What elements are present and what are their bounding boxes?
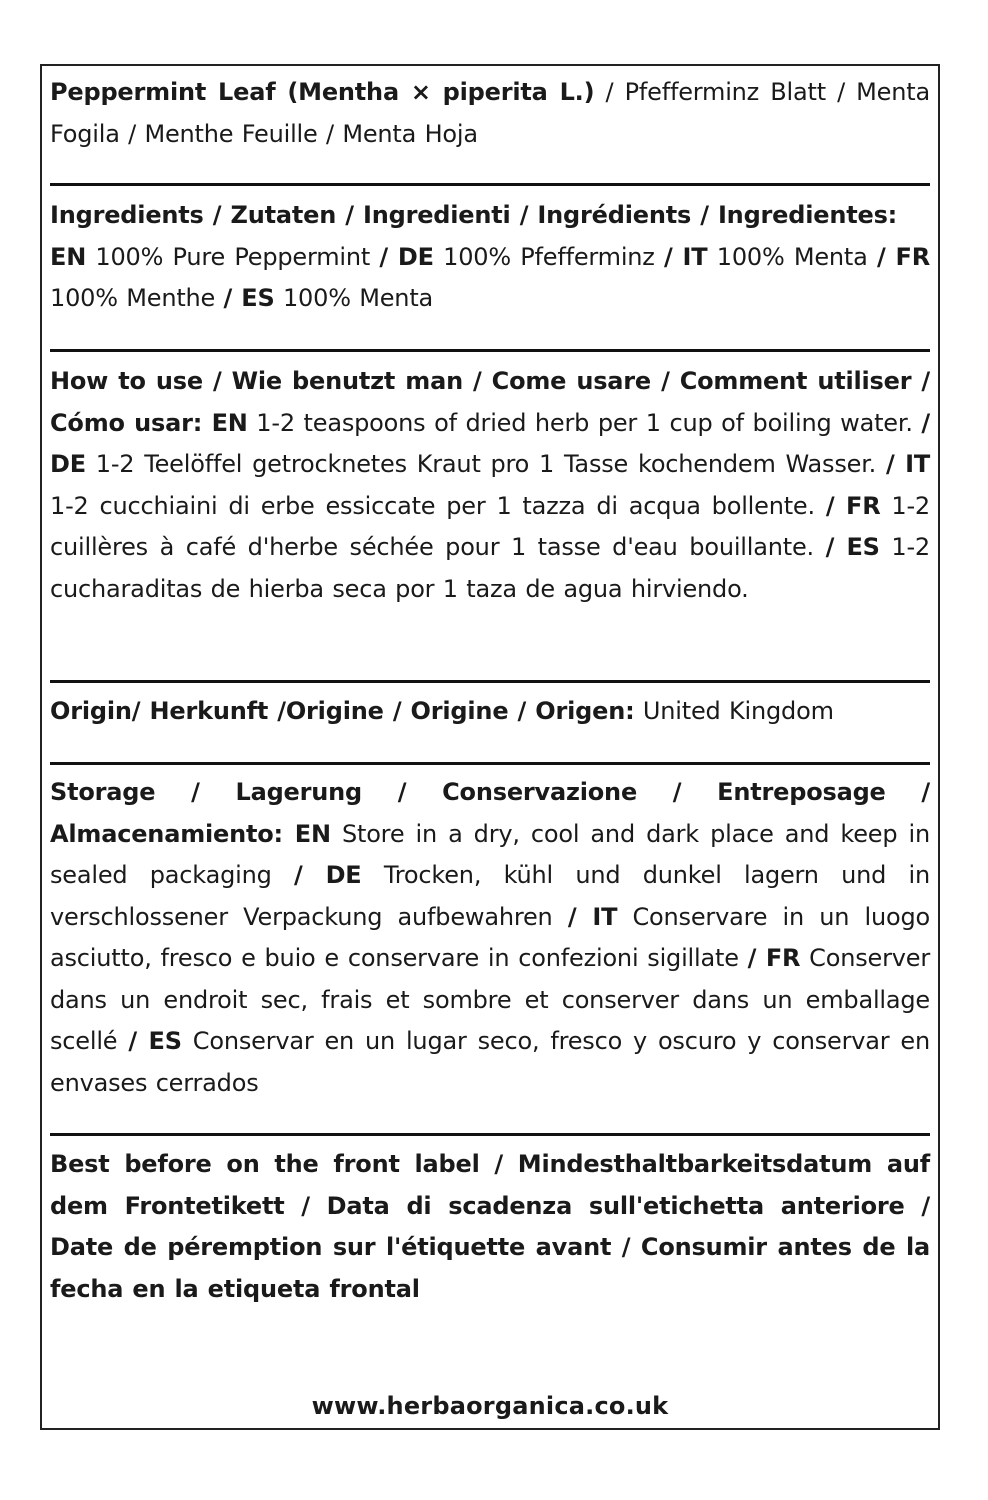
product-name-latin: Peppermint Leaf (Mentha × piperita L.)	[50, 78, 595, 106]
origin-value: United Kingdom	[634, 697, 834, 725]
usage-text: 1-2 cucchiaini di erbe essiccate per 1 tazza di acqua bollente.	[50, 491, 826, 520]
ingredient-text: 100% Menthe	[50, 284, 224, 312]
storage-text: Conservar en un lugar seco, fresco y oscuro y conservar en envases cerrados	[50, 1027, 930, 1097]
divider	[50, 183, 930, 186]
storage-heading: Storage / Lagerung / Conservazione / Entreposage / Almacenamiento:	[50, 778, 930, 848]
storage-text: Conserver dans un endroit sec, frais et sombre et conserver dans un emballage scellé	[50, 944, 930, 1055]
ingredients-entries	[50, 243, 930, 313]
lang-code: EN	[202, 408, 248, 437]
lang-code: EN	[282, 819, 331, 848]
product-name-translations: / Pfefferminz Blatt / Menta Fogila / Menthe Feuille / Menta Hoja	[50, 78, 930, 148]
lang-code: / ES	[825, 533, 880, 561]
usage-text: 1-2 cucharaditas de hierba seca por 1 taza de agua hirviendo.	[50, 533, 930, 603]
lang-code: / ES	[128, 1027, 182, 1055]
ingredient-text: 100% Menta	[274, 284, 434, 312]
lang-code: / FR	[825, 491, 881, 520]
product-name-section	[50, 72, 930, 155]
lang-code: EN	[50, 242, 87, 271]
divider	[50, 349, 930, 352]
origin-heading: Origin/ Herkunft /Origine / Origine / Origen:	[50, 697, 635, 725]
lang-code: / IT	[663, 242, 708, 271]
ingredient-text: 100% Menta	[707, 242, 877, 271]
lang-code: / DE	[379, 242, 434, 271]
lang-code: / IT	[567, 902, 618, 931]
lang-code: / FR	[876, 242, 931, 271]
usage-text: 1-2 cuillères à café d'herbe séchée pour 1 tasse d'eau bouillante.	[50, 491, 930, 561]
divider	[50, 1133, 930, 1136]
how-to-use-heading: How to use / Wie benutzt man / Come usare / Comment utiliser / Cómo usar:	[50, 367, 930, 437]
product-label	[40, 64, 940, 1430]
storage-text: Store in a dry, cool and dark place and keep in sealed packaging	[50, 819, 930, 889]
usage-text: 1-2 Teelöffel getrocknetes Kraut pro 1 Tasse kochendem Wasser.	[85, 450, 886, 478]
lang-code: / DE	[50, 408, 930, 478]
divider	[50, 680, 930, 683]
lang-code: / DE	[293, 861, 362, 889]
usage-text: 1-2 teaspoons of dried herb per 1 cup of boiling water.	[247, 408, 922, 437]
ingredients-section	[50, 195, 930, 320]
ingredients-heading: Ingredients / Zutaten / Ingredienti / Ingrédients / Ingredientes:	[50, 201, 898, 229]
lang-code: / ES	[223, 284, 275, 312]
origin-section	[50, 691, 930, 733]
best-before-section: Best before on the front label / Mindesthaltbarkeitsdatum auf dem Frontetikett / Data di scadenza sull'etichetta anteriore / Date de péremption sur l'étiquette avant / Consumir antes de la fecha en la etiqueta frontal	[50, 1150, 930, 1303]
divider	[50, 762, 930, 765]
how-to-use-section	[50, 361, 930, 610]
storage-text: Conservare in un luogo asciutto, fresco e buio e conservare in confezioni sigillate	[50, 902, 930, 972]
ingredient-text: 100% Pfefferminz	[433, 242, 664, 271]
storage-section	[50, 772, 930, 1104]
website-url: www.herbaorganica.co.uk	[311, 1392, 669, 1420]
storage-text: Trocken, kühl und dunkel lagern und in verschlossener Verpackung aufbewahren	[50, 861, 931, 931]
lang-code: / FR	[747, 944, 801, 972]
lang-code: / IT	[885, 450, 931, 478]
ingredient-text: 100% Pure Peppermint	[86, 242, 380, 271]
